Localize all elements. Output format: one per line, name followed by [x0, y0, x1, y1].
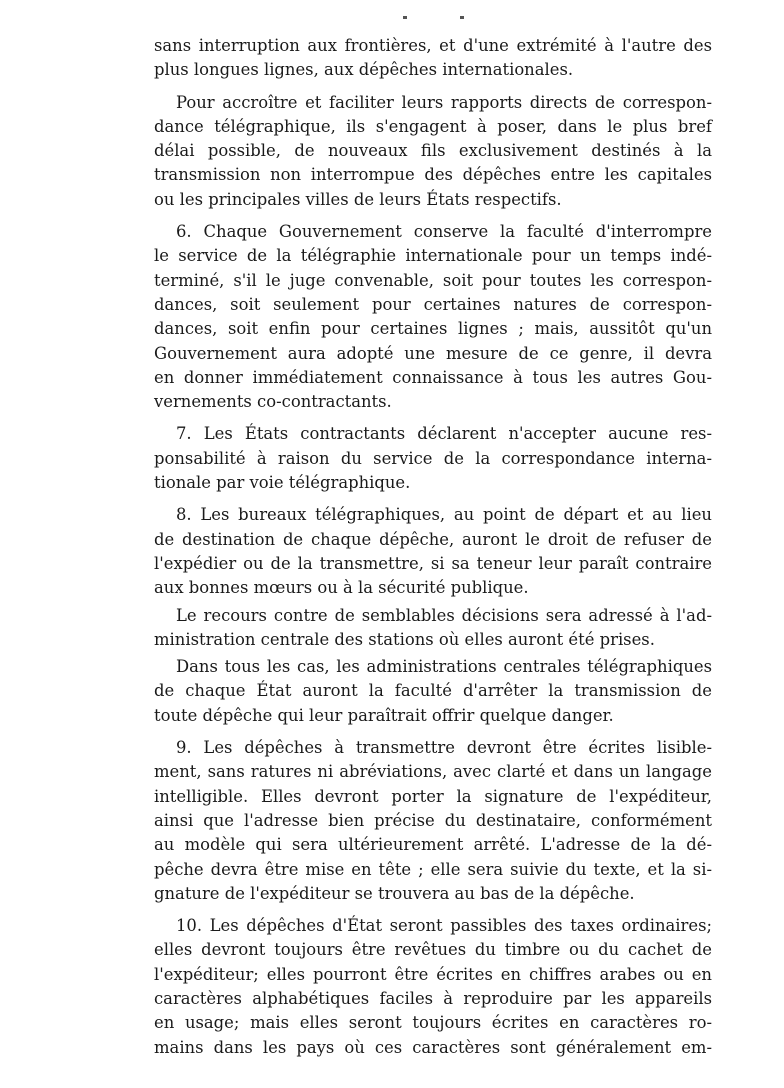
text-line: Gouvernement aura adopté une mesure de ce genre, il devra	[154, 343, 712, 363]
text-line: Le recours contre de semblables décisions sera adressé à l'ad-	[176, 605, 712, 625]
text-line: terminé, s'il le juge convenable, soit pour toutes les correspon-	[154, 270, 712, 290]
text-line: dances, soit enfin pour certaines lignes ; mais, aussitôt qu'un	[154, 319, 712, 339]
text-line: Dans tous les cas, les administrations centrales télégraphiques	[176, 657, 712, 677]
text-line: au modèle qui sera ultérieurement arrêté. L'adresse de la dé-	[154, 835, 712, 855]
paragraph-p-cont	[154, 34, 712, 83]
text-line: délai possible, de nouveaux fils exclusivement destinés à la	[154, 141, 712, 161]
text-line: l'expédier ou de la transmettre, si sa teneur leur paraît contraire	[154, 553, 712, 573]
text-line: 9. Les dépêches à transmettre devront être écrites lisible-	[176, 738, 712, 758]
text-line: ment, sans ratures ni abréviations, avec clarté et dans un langage	[154, 762, 712, 782]
text-line: l'expéditeur; elles pourront être écrites en chiffres arabes ou en	[154, 964, 712, 984]
paragraph-art-6	[154, 220, 712, 414]
text-line: transmission non interrompue des dépêches entre les capitales	[154, 165, 712, 185]
ink-speck-right	[460, 16, 464, 19]
text-line: aux bonnes mœurs ou à la sécurité publique.	[154, 578, 529, 598]
text-line: pêche devra être mise en tête ; elle sera suivie du texte, et la si-	[154, 859, 712, 879]
text-line: dances, soit seulement pour certaines natures de correspon-	[154, 294, 712, 314]
text-line: 7. Les États contractants déclarent n'accepter aucune res-	[176, 424, 712, 444]
text-line: 10. Les dépêches d'État seront passibles des taxes ordinaires;	[176, 916, 712, 936]
text-line: le service de la télégraphie internationale pour un temps indé-	[154, 246, 712, 266]
text-line: intelligible. Elles devront porter la signature de l'expéditeur,	[154, 786, 712, 806]
text-line: gnature de l'expéditeur se trouvera au bas de la dépêche.	[154, 883, 635, 903]
paragraph-art-8	[154, 503, 712, 600]
paragraph-art-10	[154, 914, 712, 1060]
text-line: ou les principales villes de leurs États respectifs.	[154, 189, 562, 209]
text-line: ponsabilité à raison du service de la correspondance interna-	[154, 448, 712, 468]
text-line: mains dans les pays où ces caractères sont généralement em-	[154, 1037, 712, 1057]
text-line: tionale par voie télégraphique.	[154, 473, 411, 493]
text-line: dance télégraphique, ils s'engagent à poser, dans le plus bref	[154, 116, 712, 136]
paragraph-p-cont2	[154, 91, 712, 212]
text-line: ministration centrale des stations où elles auront été prises.	[154, 629, 655, 649]
paragraph-art-9	[154, 736, 712, 906]
document-page	[154, 34, 712, 1060]
text-line: de destination de chaque dépêche, auront le droit de refuser de	[154, 529, 712, 549]
text-line: plus longues lignes, aux dépêches internationales.	[154, 60, 574, 80]
text-line: 8. Les bureaux télégraphiques, au point de départ et au lieu	[176, 505, 712, 525]
paragraph-art-8c	[154, 655, 712, 728]
text-line: de chaque État auront la faculté d'arrêter la transmission de	[154, 681, 712, 701]
text-line: toute dépêche qui leur paraîtrait offrir quelque danger.	[154, 705, 614, 725]
text-line: en usage; mais elles seront toujours écrites en caractères ro-	[154, 1013, 712, 1033]
text-line: 6. Chaque Gouvernement conserve la faculté d'interrompre	[176, 222, 712, 242]
text-line: sans interruption aux frontières, et d'une extrémité à l'autre des	[154, 36, 712, 55]
paragraph-art-8b	[154, 604, 712, 653]
text-line: elles devront toujours être revêtues du timbre ou du cachet de	[154, 940, 712, 960]
paragraph-art-7	[154, 422, 712, 495]
text-line: ainsi que l'adresse bien précise du destinataire, conformément	[154, 810, 712, 830]
text-line: vernements co-contractants.	[154, 392, 392, 412]
text-line: Pour accroître et faciliter leurs rapports directs de correspon-	[176, 92, 712, 112]
text-line: en donner immédiatement connaissance à tous les autres Gou-	[154, 367, 712, 387]
ink-speck-left	[403, 16, 407, 19]
text-line: caractères alphabétiques faciles à reproduire par les appareils	[154, 988, 712, 1008]
